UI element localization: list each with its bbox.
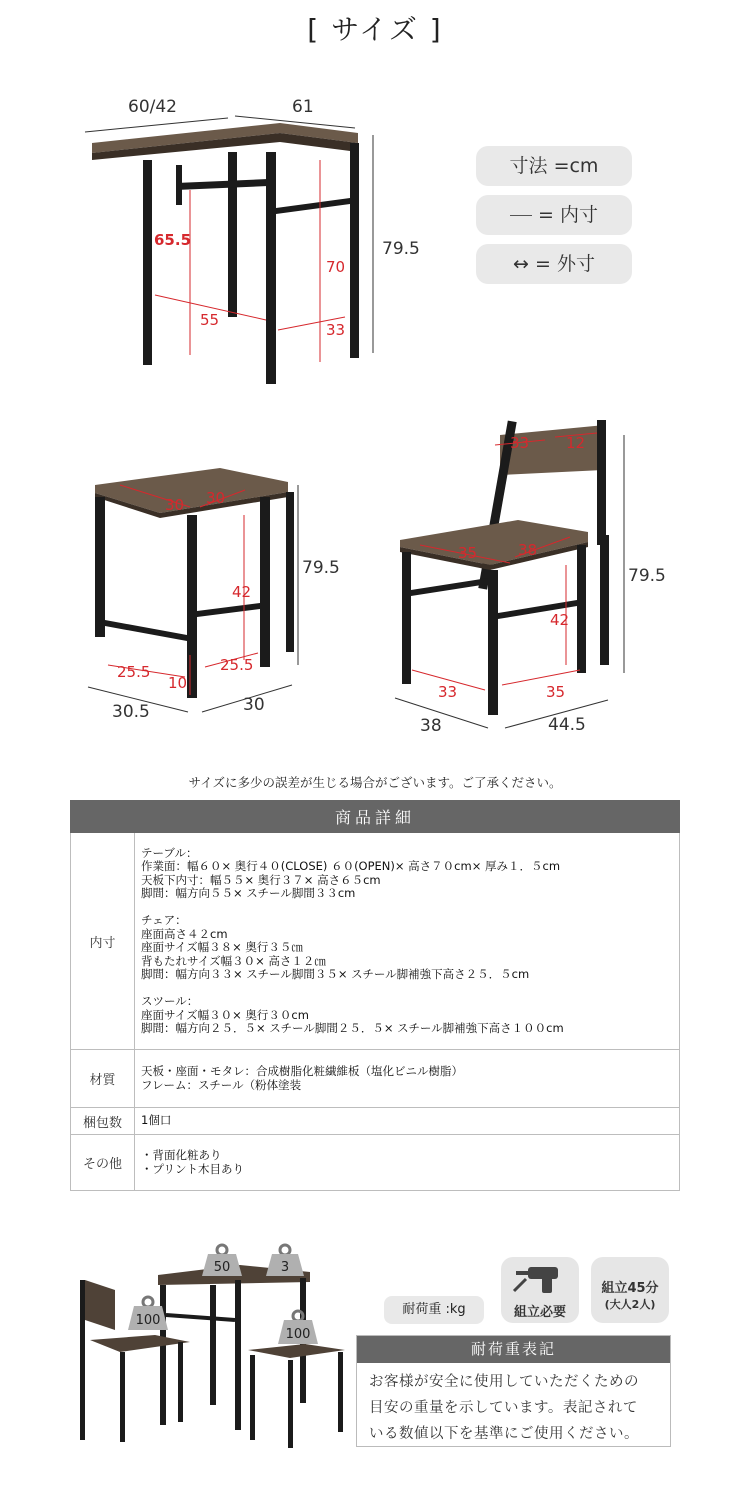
load-info-box bbox=[356, 1335, 671, 1447]
table-extra-weight: 3 bbox=[280, 1260, 290, 1275]
content-line: 天板下内寸：幅５５× 奥行３７× 高さ６５cm bbox=[141, 872, 381, 887]
load-illustration bbox=[60, 1240, 360, 1450]
load-info-line: いる数値以下を基準にご使用ください。 bbox=[369, 1426, 639, 1442]
content-line: 脚間：幅方向３３× スチール脚間３５× スチール脚補強下高さ２５．５cm bbox=[141, 967, 530, 981]
legend-unit: 寸法 =cm bbox=[476, 146, 632, 186]
table-inner-width-label: 55 bbox=[200, 311, 220, 329]
table-leg-span-label: 33 bbox=[326, 321, 346, 339]
weight-icon bbox=[202, 1245, 242, 1276]
other-line: ・プリント木目あり bbox=[141, 1161, 245, 1176]
legend-inner bbox=[476, 195, 632, 235]
chair-weight: 100 bbox=[135, 1313, 161, 1328]
assembly-time-label: 組立45分 bbox=[601, 1281, 659, 1296]
stool-depth-label: 30 bbox=[243, 695, 265, 715]
table-diagram bbox=[0, 80, 470, 400]
page-title: [ サイズ ] bbox=[307, 13, 443, 46]
content-line: スツール： bbox=[141, 994, 199, 1008]
chair-back-width-label: 33 bbox=[510, 434, 530, 452]
material-line: フレーム：スチール（粉体塗装 bbox=[141, 1077, 302, 1092]
content-line bbox=[141, 901, 673, 915]
legend-outer: ↔ = 外寸 bbox=[476, 244, 632, 284]
table-leg-height-label: 70 bbox=[326, 258, 346, 276]
chair-side-span-label: 35 bbox=[546, 683, 566, 701]
other-label: その他 bbox=[71, 1135, 135, 1191]
chair-depth-label: 44.5 bbox=[548, 715, 586, 735]
stool-brace-label: 10 bbox=[168, 674, 188, 692]
content-line: 座面サイズ幅３０× 奥行３０cm bbox=[141, 1007, 309, 1022]
drill-icon bbox=[510, 1261, 570, 1297]
table-depth-label: 61 bbox=[292, 97, 314, 117]
content-line: 座面高さ４２cm bbox=[141, 926, 228, 941]
material-line: 天板・座面・モタレ：合成樹脂化粧繊維板（塩化ビニル樹脂） bbox=[141, 1064, 463, 1078]
load-info-line: 目安の重量を示しています。表記されて bbox=[369, 1400, 638, 1416]
assembly-required-label: 組立必要 bbox=[513, 1305, 566, 1320]
inner-line-icon bbox=[510, 215, 532, 216]
chair-back-height-label: 12 bbox=[566, 434, 586, 452]
assembly-time-badge bbox=[591, 1257, 669, 1323]
chair-diagram bbox=[390, 415, 700, 740]
chair-height-label: 79.5 bbox=[628, 566, 666, 586]
content-line: 背もたれサイズ幅３０× 高さ１２㎝ bbox=[141, 953, 326, 968]
content-value bbox=[135, 833, 680, 1050]
table-top-width-label: 60/42 bbox=[128, 97, 177, 117]
chair-front-span-label: 33 bbox=[438, 683, 458, 701]
chair-seat-depth-label: 38 bbox=[518, 541, 538, 559]
content-label: 内寸 bbox=[71, 833, 135, 1050]
product-details-table bbox=[70, 800, 680, 1191]
material-label: 材質 bbox=[71, 1050, 135, 1108]
content-line: 座面サイズ幅３８× 奥行３５㎝ bbox=[141, 940, 303, 954]
stool-seat-depth-label: 30 bbox=[206, 489, 226, 507]
stool-side-span-label: 25.5 bbox=[220, 656, 254, 674]
content-line: 脚間：幅方向２５．５× スチール脚間２５．５× スチール脚補強下高さ１００cm bbox=[141, 1021, 564, 1035]
legend-inner-label: = 内寸 bbox=[538, 204, 598, 226]
content-line: 作業面：幅６０× 奥行４０(CLOSE) ６０(OPEN)× 高さ７０cm× 厚み１．５cm bbox=[141, 859, 561, 873]
assembly-time-sub: (大人2人) bbox=[604, 1298, 656, 1311]
weight-icon bbox=[278, 1311, 318, 1344]
load-info-line: お客様が安全に使用していただくための bbox=[369, 1374, 639, 1390]
product-details-header: 商品詳細 bbox=[71, 801, 680, 833]
load-unit-tag: 耐荷重 :kg bbox=[384, 1296, 484, 1324]
table-height-label: 79.5 bbox=[382, 239, 420, 259]
stool-width-label: 30.5 bbox=[112, 702, 150, 722]
size-disclaimer: サイズに多少の誤差が生じる場合がございます。ご了承ください。 bbox=[188, 775, 562, 790]
content-line: 脚間：幅方向５５× スチール脚間３３cm bbox=[141, 886, 356, 900]
stool-height-label: 79.5 bbox=[302, 558, 340, 578]
stool-leg-height-label: 42 bbox=[232, 583, 252, 601]
chair-seat-height-label: 42 bbox=[550, 611, 570, 629]
other-value bbox=[135, 1135, 680, 1191]
material-value bbox=[135, 1050, 680, 1108]
weight-icon bbox=[266, 1245, 304, 1276]
stool-front-span-label: 25.5 bbox=[117, 663, 151, 681]
table-inner-height-label: 65.5 bbox=[154, 231, 192, 249]
package-value: 1個口 bbox=[135, 1108, 680, 1135]
chair-width-label: 38 bbox=[420, 716, 442, 736]
package-label: 梱包数 bbox=[71, 1108, 135, 1135]
stool-seat-width-label: 30 bbox=[165, 496, 185, 514]
table-top-weight: 50 bbox=[213, 1260, 231, 1275]
stool-diagram bbox=[60, 455, 360, 725]
assembly-required-badge bbox=[501, 1257, 579, 1323]
load-info-header: 耐荷重表記 bbox=[357, 1336, 670, 1363]
chair-seat-width-label: 35 bbox=[458, 544, 478, 562]
stool-weight: 100 bbox=[285, 1327, 311, 1342]
content-line: テーブル： bbox=[141, 845, 198, 860]
other-line: ・背面化粧あり bbox=[141, 1148, 222, 1162]
content-line bbox=[141, 982, 673, 996]
content-line: チェア： bbox=[141, 913, 187, 927]
